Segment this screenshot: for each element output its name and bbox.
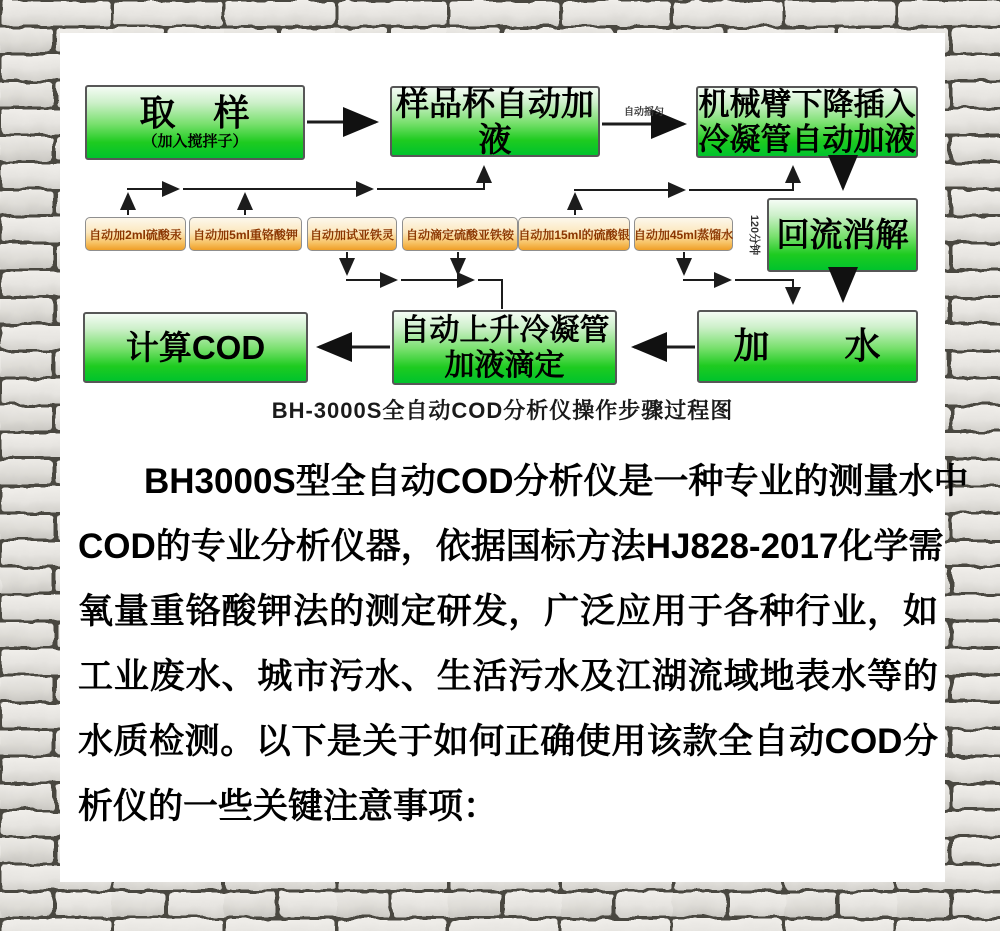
article-text bbox=[78, 449, 969, 839]
article-line: 工业废水、城市污水、生活污水及江湖流域地表水等的 bbox=[78, 657, 938, 696]
reagent-box-potassium-dichromate: 自动加5ml重铬酸钾 bbox=[189, 217, 302, 251]
reagent-box-distilled-water: 自动加45ml蒸馏水 bbox=[634, 217, 733, 251]
article-line: COD的专业分析仪器，依据国标方法HJ828-2017化学需 bbox=[78, 527, 944, 566]
flow-box-sample-title: 取 样 bbox=[139, 92, 251, 134]
flow-box-condenser-rise bbox=[392, 310, 617, 385]
flow-box-arm-line2: 冷凝管自动加液 bbox=[698, 122, 916, 157]
flow-box-cup-dosing bbox=[390, 86, 600, 157]
flow-box-reflux-label: 回流消解 bbox=[776, 216, 909, 254]
flow-box-arm-line1: 机械臂下降插入 bbox=[698, 87, 916, 122]
flow-box-sample-subtitle: （加入搅拌子） bbox=[142, 133, 248, 151]
reagent-box-ferrous-ammonium-sulfate: 自动滴定硫酸亚铁铵 bbox=[402, 217, 518, 251]
flow-box-add-water-label: 加 水 bbox=[733, 325, 882, 367]
flow-box-condenser-rise-line1: 自动上升冷凝管 bbox=[399, 313, 610, 347]
article-line: 氧量重铬酸钾法的测定研发，广泛应用于各种行业，如 bbox=[78, 592, 938, 631]
flow-box-add-water bbox=[697, 310, 918, 383]
flow-box-calc-cod bbox=[83, 312, 308, 383]
flow-box-sample bbox=[85, 85, 305, 160]
reagent-box-silver-sulfate: 自动加15ml的硫酸银 bbox=[518, 217, 630, 251]
reagent-box-mercury-sulfate: 自动加2ml硫酸汞 bbox=[85, 217, 186, 251]
reagent-box-ferroin-indicator: 自动加试亚铁灵 bbox=[307, 217, 397, 251]
flow-box-arm-insert bbox=[696, 86, 918, 158]
article-line: BH3000S型全自动COD分析仪是一种专业的测量水中 bbox=[144, 462, 969, 501]
flow-box-cup-dosing-label: 样品杯自动加液 bbox=[396, 84, 594, 158]
flow-box-reflux-digestion bbox=[767, 198, 918, 272]
arrow-label-auto-mix: 自动摇匀 bbox=[624, 107, 664, 118]
article-line: 水质检测。以下是关于如何正确使用该款全自动COD分 bbox=[78, 722, 938, 761]
arrow-label-duration: 120分钟 bbox=[748, 214, 760, 256]
flow-box-condenser-rise-line2: 加液滴定 bbox=[444, 348, 565, 382]
article-line: 析仪的一些关键注意事项： bbox=[78, 787, 499, 826]
flowchart-caption: BH-3000S全自动COD分析仪操作步骤过程图 bbox=[271, 398, 734, 423]
flow-box-calc-cod-label: 计算COD bbox=[125, 328, 266, 366]
